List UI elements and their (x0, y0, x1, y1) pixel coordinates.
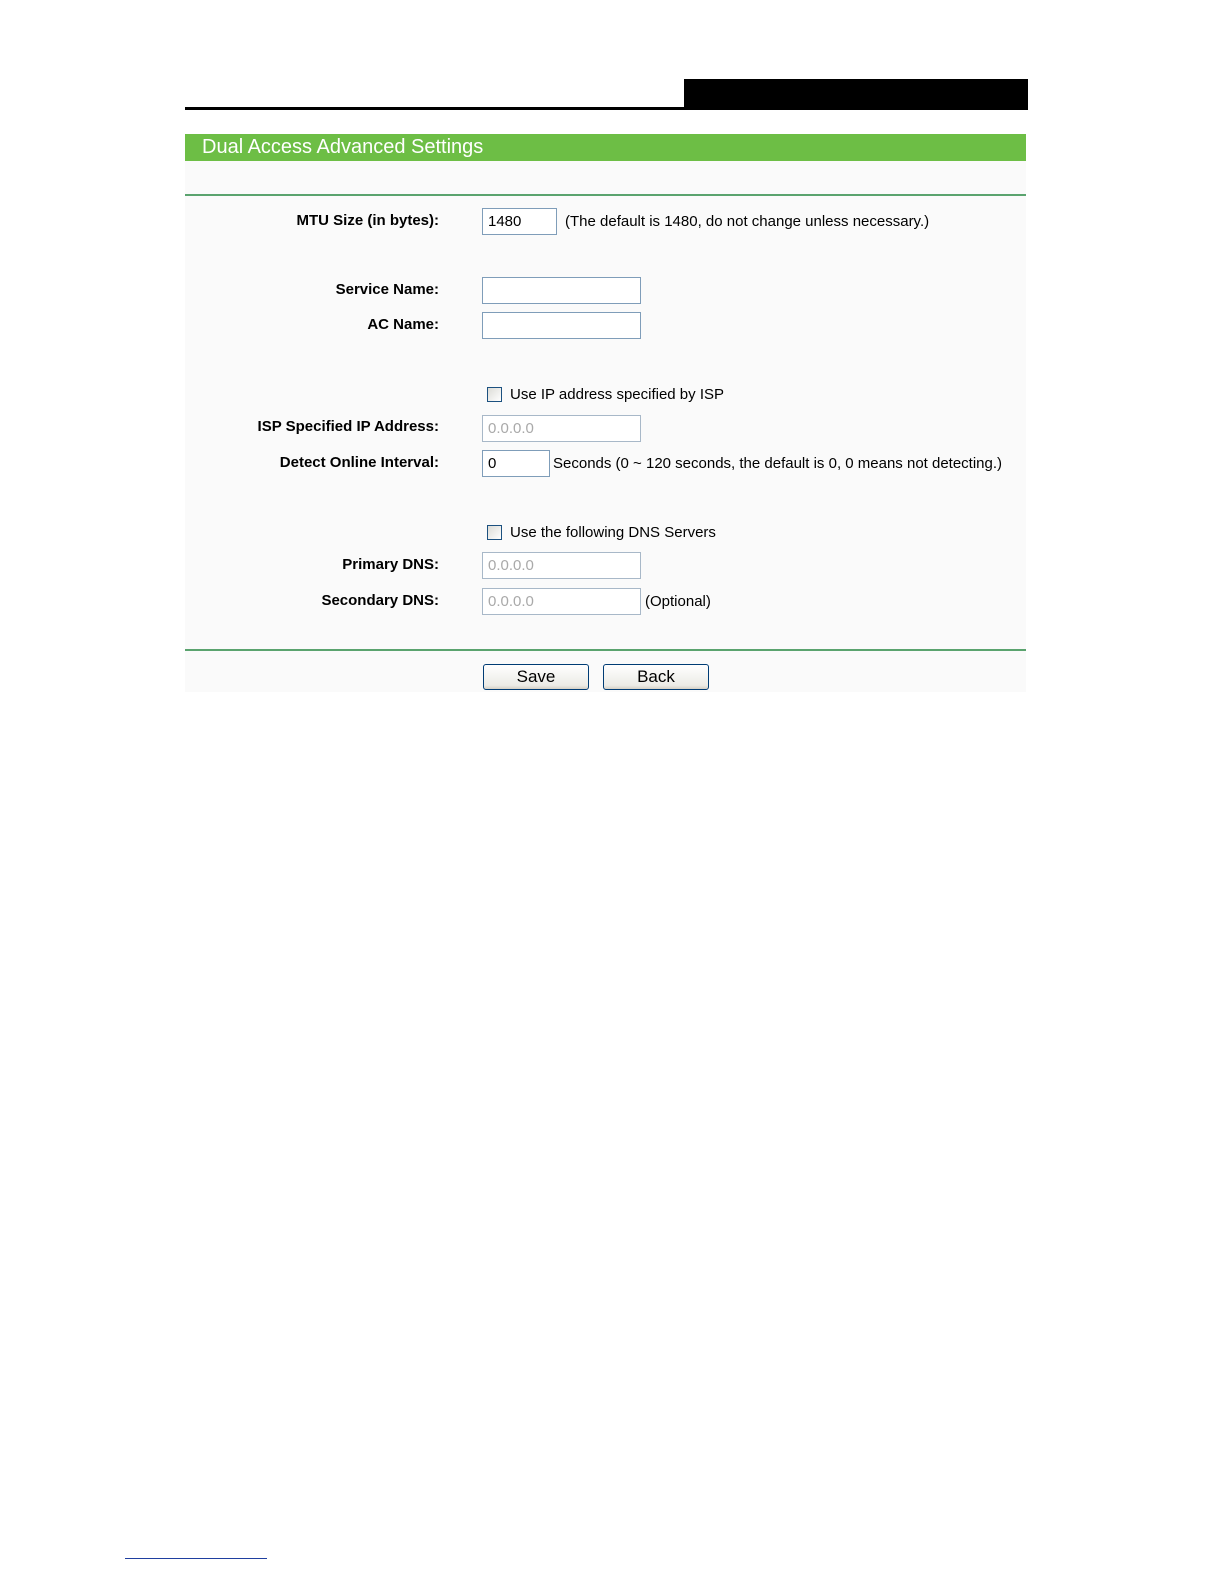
panel-title: Dual Access Advanced Settings (185, 134, 1026, 161)
detect-interval-hint: Seconds (0 ~ 120 seconds, the default is 0, 0 means not detecting.) (553, 455, 1003, 472)
document-header-block (684, 79, 1028, 110)
secondary-dns-hint: (Optional) (645, 593, 711, 610)
save-button[interactable]: Save (483, 664, 589, 690)
use-isp-ip-option[interactable] (487, 384, 724, 404)
isp-ip-label: ISP Specified IP Address: (257, 418, 439, 435)
back-button[interactable]: Back (603, 664, 709, 690)
primary-dns-input[interactable] (482, 552, 641, 579)
secondary-dns-label: Secondary DNS: (321, 592, 439, 609)
bottom-separator (185, 649, 1026, 651)
top-separator (185, 194, 1026, 196)
mtu-input[interactable] (482, 208, 557, 235)
isp-ip-input[interactable] (482, 415, 641, 442)
mtu-label: MTU Size (in bytes): (296, 212, 439, 229)
dual-access-settings-panel (185, 134, 1026, 692)
service-name-label: Service Name: (335, 281, 439, 298)
use-dns-option[interactable] (487, 522, 716, 542)
secondary-dns-input[interactable] (482, 588, 641, 615)
detect-interval-input[interactable] (482, 450, 550, 477)
use-isp-ip-label: Use IP address specified by ISP (510, 385, 724, 403)
service-name-input[interactable] (482, 277, 641, 304)
detect-interval-label: Detect Online Interval: (279, 454, 439, 471)
primary-dns-label: Primary DNS: (342, 556, 439, 573)
use-dns-label: Use the following DNS Servers (510, 523, 716, 541)
mtu-hint: (The default is 1480, do not change unless necessary.) (565, 213, 930, 230)
ac-name-input[interactable] (482, 312, 641, 339)
use-isp-ip-checkbox[interactable] (487, 387, 502, 402)
ac-name-label: AC Name: (367, 316, 439, 333)
use-dns-checkbox[interactable] (487, 525, 502, 540)
footnote-rule (125, 1558, 267, 1559)
